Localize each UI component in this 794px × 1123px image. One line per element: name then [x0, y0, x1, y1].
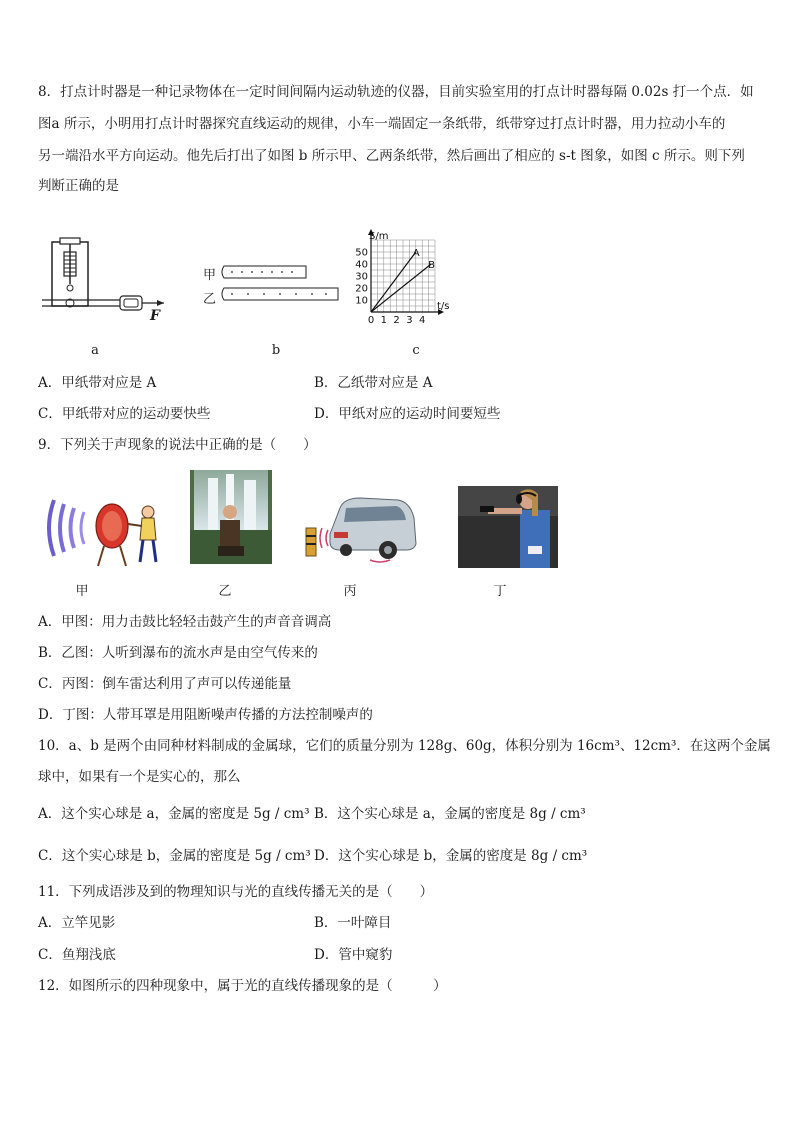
series-label-b: B: [428, 260, 436, 271]
q9-caption-ding: 丁: [493, 584, 507, 599]
ticker-timer-diagram: [38, 236, 168, 326]
q8-stem-line-3: 另一端沿水平方向运动。他先后打出了如图 b 所示甲、乙两条纸带，然后画出了相应的 s-t 图象，如图 c 所示。则下列: [38, 148, 745, 164]
q10-option-a[interactable]: A．这个实心球是 a，金属的密度是 5g / cm³: [38, 806, 310, 822]
paper-tapes-diagram: [218, 262, 342, 306]
tape-label-yi: 乙: [203, 292, 217, 307]
figure-a-caption: a: [91, 343, 99, 358]
q9-caption-yi: 乙: [218, 584, 232, 599]
q11-option-d[interactable]: D．管中窥豹: [314, 947, 393, 963]
q9-option-b[interactable]: B．乙图：人听到瀑布的流水声是由空气传来的: [38, 645, 318, 661]
q10-option-d[interactable]: D．这个实心球是 b，金属的密度是 8g / cm³: [314, 848, 588, 864]
q9-caption-bing: 丙: [343, 584, 357, 599]
x-axis-label: t/s: [437, 301, 450, 312]
q9-option-c[interactable]: C．丙图：倒车雷达利用了声可以传递能量: [38, 676, 292, 692]
ear-muff-shooter-photo: [458, 486, 558, 568]
y-tick-label: 50: [355, 247, 368, 259]
q9-option-d[interactable]: D．丁图：人带耳罩是用阻断噪声传播的方法控制噪声的: [38, 707, 373, 723]
y-tick-label: 20: [355, 283, 368, 295]
figure-b-caption: b: [271, 343, 281, 358]
q11-option-b[interactable]: B．一叶障目: [314, 915, 392, 931]
q11-option-a[interactable]: A．立竿见影: [38, 915, 116, 931]
x-tick-label: 2: [393, 315, 400, 326]
x-tick-label: 4: [419, 315, 426, 326]
st-graph: [345, 228, 455, 328]
q10-stem-line-2: 球中，如果有一个是实心的，那么: [38, 769, 241, 785]
force-label: F: [150, 308, 160, 324]
tape-label-jia: 甲: [203, 268, 217, 283]
q8-option-d[interactable]: D．甲纸对应的运动时间要短些: [314, 406, 501, 422]
q8-option-b[interactable]: B．乙纸带对应是 A: [314, 375, 433, 391]
reversing-car-illustration: [300, 488, 420, 568]
waterfall-photo: [190, 470, 272, 564]
q8-option-c[interactable]: C．甲纸带对应的运动要快些: [38, 406, 211, 422]
y-tick-label: 40: [355, 259, 368, 271]
q8-stem-line-1: 8．打点计时器是一种记录物体在一定时间间隔内运动轨迹的仪器，目前实验室用的打点计时器每隔 0.02s 打一个点．如: [38, 84, 754, 100]
x-tick-label: 3: [406, 315, 413, 326]
q9-caption-jia: 甲: [75, 584, 89, 599]
q8-option-a[interactable]: A．甲纸带对应是 A: [38, 375, 157, 391]
q10-option-b[interactable]: B．这个实心球是 a，金属的密度是 8g / cm³: [314, 806, 586, 822]
q12-stem: 12．如图所示的四种现象中，属于光的直线传播现象的是（ ）: [38, 978, 447, 994]
q10-stem-line-1: 10．a、b 是两个由同种材料制成的金属球，它们的质量分别为 128g、60g，体积分别为 16cm³、12cm³．在这两个金属: [38, 738, 771, 754]
q8-stem-line-4: 判断正确的是: [38, 178, 119, 194]
drum-illustration: [40, 490, 165, 570]
q8-stem-line-2: 图a 所示，小明用打点计时器探究直线运动的规律，小车一端固定一条纸带，纸带穿过打点计时器，用力拉动小车的: [38, 116, 726, 132]
q9-stem: 9．下列关于声现象的说法中正确的是（ ）: [38, 437, 317, 453]
q11-stem: 11．下列成语涉及到的物理知识与光的直线传播无关的是（ ）: [38, 884, 434, 900]
q9-option-a[interactable]: A．甲图：用力击鼓比轻轻击鼓产生的声音音调高: [38, 614, 332, 630]
y-tick-label: 30: [355, 271, 368, 283]
x-tick-label: 1: [380, 315, 387, 326]
q11-option-c[interactable]: C．鱼翔浅底: [38, 947, 116, 963]
y-tick-label: 10: [355, 295, 368, 307]
q10-option-c[interactable]: C．这个实心球是 b，金属的密度是 5g / cm³: [38, 848, 311, 864]
series-label-a: A: [412, 248, 420, 259]
y-axis-label: S/m: [369, 231, 389, 242]
figure-c-caption: c: [412, 343, 420, 358]
x-tick-label: 0: [367, 315, 375, 326]
